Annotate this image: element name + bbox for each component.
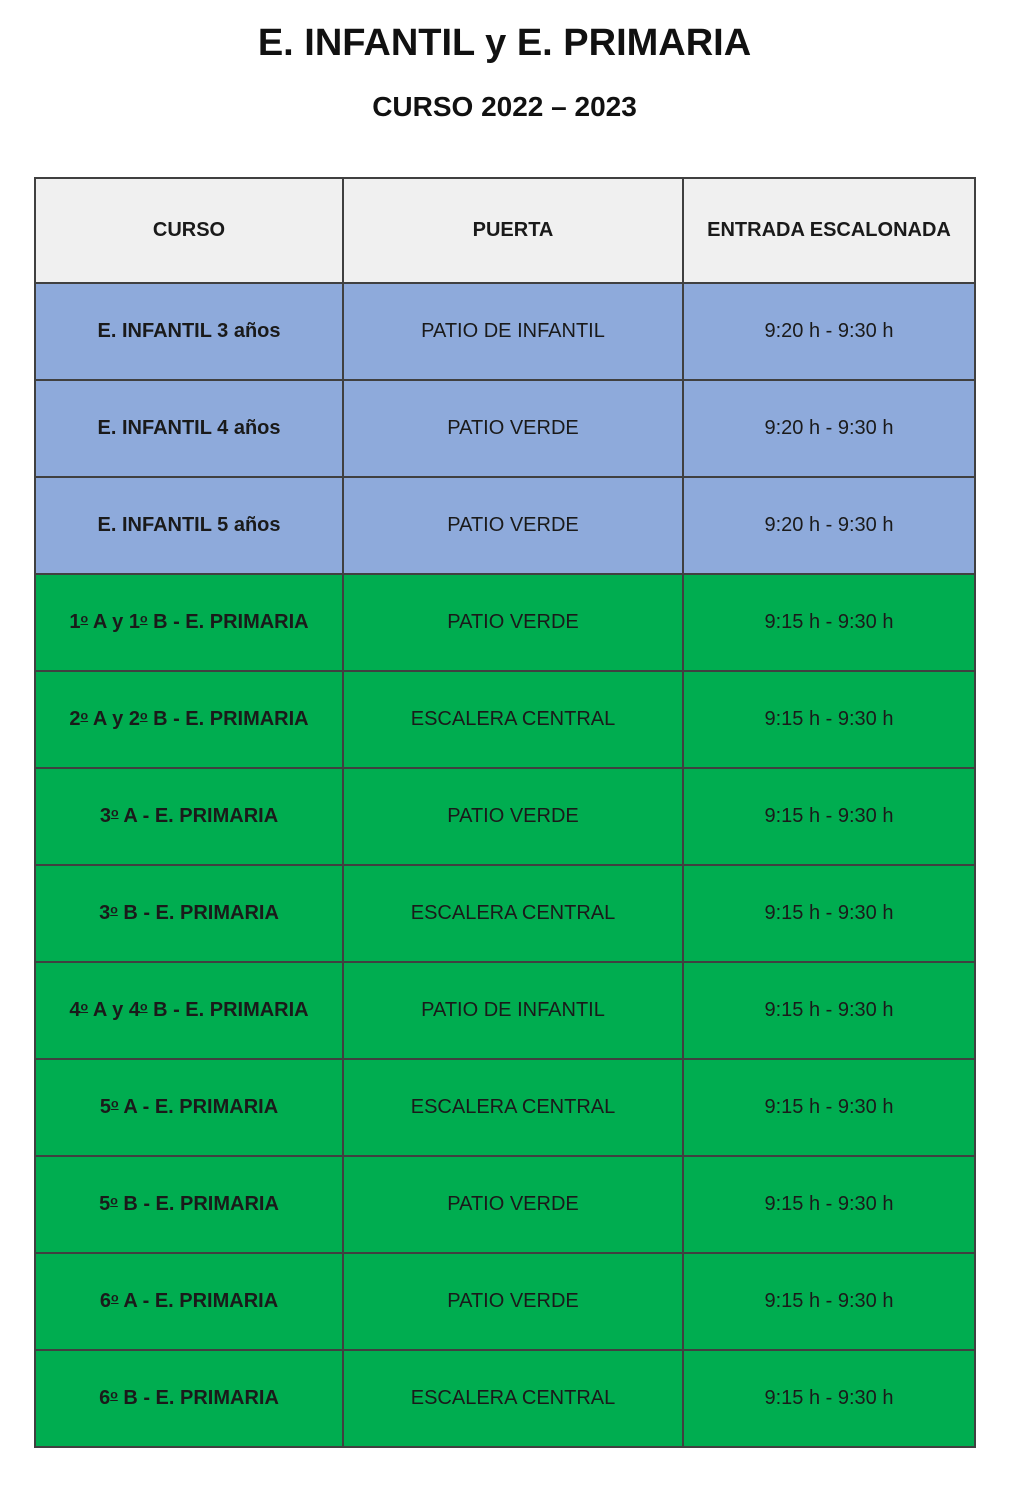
table-row <box>35 380 975 477</box>
table-row <box>35 768 975 865</box>
ordinal-indicator-icon: o <box>110 902 118 917</box>
curso-cell: 5$^o$ A - E. PRIMARIA <box>35 1059 343 1156</box>
ordinal-indicator-icon: o <box>80 611 89 626</box>
entrada-cell: 9:15 h - 9:30 h <box>683 962 975 1059</box>
ordinal-indicator-icon: o <box>110 1290 119 1305</box>
entrada-cell: 9:15 h - 9:30 h <box>683 574 975 671</box>
table-row <box>35 1350 975 1447</box>
entrada-cell: 9:20 h - 9:30 h <box>683 283 975 380</box>
table-header-row <box>35 178 975 283</box>
column-header-entrada-escalonada: ENTRADA ESCALONADA <box>683 178 975 283</box>
curso-cell: 6$^o$ A - E. PRIMARIA <box>35 1253 343 1350</box>
curso-cell: 4$^o$ A y 4$^o$ B - E. PRIMARIA <box>35 962 343 1059</box>
entrada-cell: 9:15 h - 9:30 h <box>683 1350 975 1447</box>
entrance-schedule-table <box>34 177 976 1448</box>
table-row <box>35 1156 975 1253</box>
ordinal-indicator-icon: o <box>80 708 89 723</box>
puerta-cell: ESCALERA CENTRAL <box>343 865 683 962</box>
puerta-cell: PATIO VERDE <box>343 574 683 671</box>
puerta-cell: PATIO VERDE <box>343 477 683 574</box>
puerta-cell: PATIO DE INFANTIL <box>343 283 683 380</box>
entrada-cell: 9:15 h - 9:30 h <box>683 1059 975 1156</box>
table-row <box>35 283 975 380</box>
ordinal-indicator-icon: o <box>110 1193 118 1208</box>
ordinal-indicator-icon: o <box>110 805 119 820</box>
page-subtitle: CURSO 2022 – 2023 <box>372 91 637 122</box>
puerta-cell: ESCALERA CENTRAL <box>343 1059 683 1156</box>
curso-cell: 3$^o$ B - E. PRIMARIA <box>35 865 343 962</box>
ordinal-indicator-icon: o <box>139 999 148 1014</box>
curso-cell: 5$^o$ B - E. PRIMARIA <box>35 1156 343 1253</box>
puerta-cell: PATIO VERDE <box>343 1253 683 1350</box>
table-row <box>35 962 975 1059</box>
column-header-curso: CURSO <box>35 178 343 283</box>
curso-cell: 2$^o$ A y 2$^o$ B - E. PRIMARIA <box>35 671 343 768</box>
table-row <box>35 865 975 962</box>
table-row <box>35 671 975 768</box>
puerta-cell: PATIO VERDE <box>343 1156 683 1253</box>
entrada-cell: 9:15 h - 9:30 h <box>683 671 975 768</box>
curso-cell: E. INFANTIL 3 años <box>35 283 343 380</box>
page-title: E. INFANTIL y E. PRIMARIA <box>257 22 752 64</box>
ordinal-indicator-icon: o <box>80 999 89 1014</box>
puerta-cell: PATIO VERDE <box>343 768 683 865</box>
ordinal-indicator-icon: o <box>139 611 148 626</box>
entrada-cell: 9:15 h - 9:30 h <box>683 1156 975 1253</box>
curso-cell: 1$^o$ A y 1$^o$ B - E. PRIMARIA <box>35 574 343 671</box>
curso-cell: 6$^o$ B - E. PRIMARIA <box>35 1350 343 1447</box>
curso-cell: E. INFANTIL 4 años <box>35 380 343 477</box>
entrada-cell: 9:15 h - 9:30 h <box>683 865 975 962</box>
schedule-table-body <box>35 283 975 1447</box>
puerta-cell: ESCALERA CENTRAL <box>343 1350 683 1447</box>
ordinal-indicator-icon: o <box>139 708 148 723</box>
column-header-puerta: PUERTA <box>343 178 683 283</box>
ordinal-indicator-icon: o <box>110 1096 119 1111</box>
puerta-cell: PATIO VERDE <box>343 380 683 477</box>
entrada-cell: 9:20 h - 9:30 h <box>683 380 975 477</box>
ordinal-indicator-icon: o <box>110 1387 118 1402</box>
table-row <box>35 1059 975 1156</box>
entrada-cell: 9:15 h - 9:30 h <box>683 768 975 865</box>
entrada-cell: 9:15 h - 9:30 h <box>683 1253 975 1350</box>
puerta-cell: ESCALERA CENTRAL <box>343 671 683 768</box>
curso-cell: E. INFANTIL 5 años <box>35 477 343 574</box>
entrada-cell: 9:20 h - 9:30 h <box>683 477 975 574</box>
table-row <box>35 574 975 671</box>
table-row <box>35 477 975 574</box>
table-row <box>35 1253 975 1350</box>
puerta-cell: PATIO DE INFANTIL <box>343 962 683 1059</box>
curso-cell: 3$^o$ A - E. PRIMARIA <box>35 768 343 865</box>
